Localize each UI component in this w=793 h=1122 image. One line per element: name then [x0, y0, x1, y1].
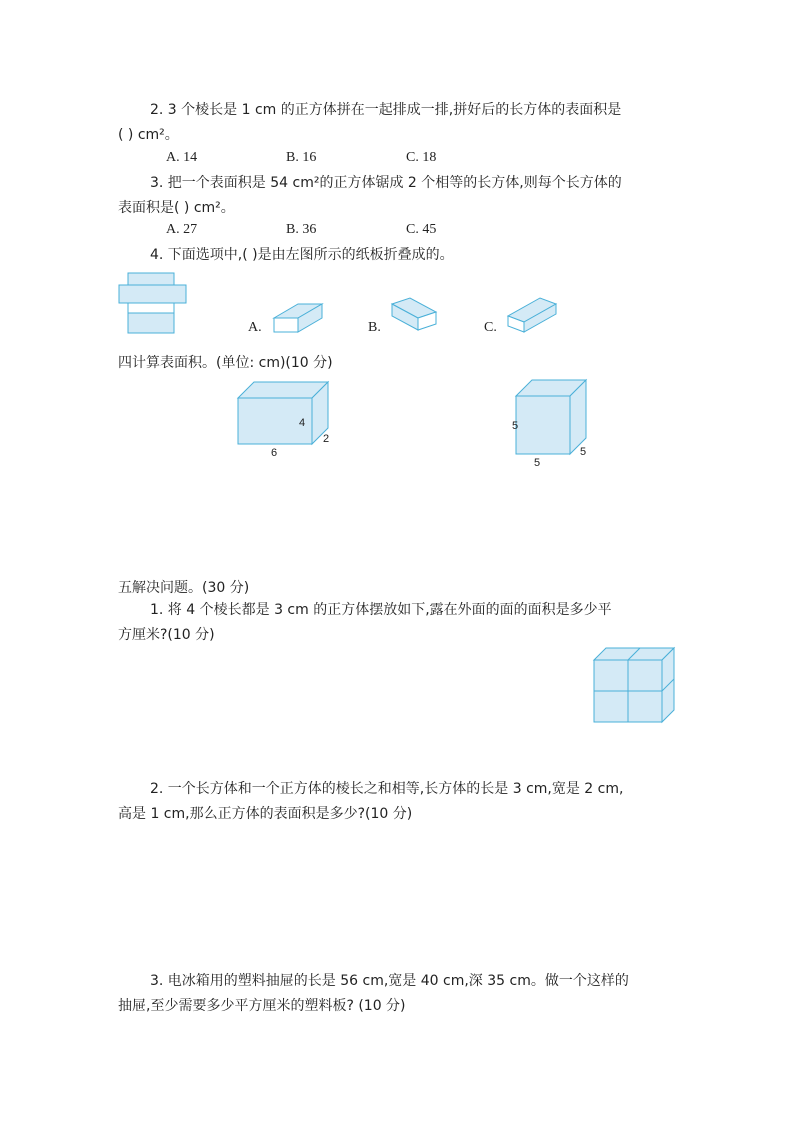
cuboid-figure [236, 380, 336, 460]
q3-line1: 3. 把一个表面积是 54 cm²的正方体锯成 2 个相等的长方体,则每个长方体的 [150, 175, 622, 191]
q2-line1: 2. 3 个棱长是 1 cm 的正方体拼在一起排成一排,拼好后的长方体的表面积是 [150, 102, 622, 118]
cube-edge-bottom-label: 5 [534, 457, 541, 469]
section4-title: 四计算表面积。(单位: cm)(10 分) [118, 355, 333, 371]
s5-q2-line1: 2. 一个长方体和一个正方体的棱长之和相等,长方体的长是 3 cm,宽是 2 cm, [150, 781, 624, 797]
q3-option-c: C. 45 [406, 222, 437, 237]
four-cubes-figure [592, 646, 676, 726]
q2-line2: ( ) cm²。 [118, 127, 179, 143]
q3-option-b: B. 36 [286, 222, 317, 237]
cuboid-length-label: 6 [271, 447, 278, 459]
cube-figure [508, 378, 598, 470]
section5-title: 五解决问题。(30 分) [118, 580, 250, 596]
s5-q3-line1: 3. 电冰箱用的塑料抽屉的长是 56 cm,宽是 40 cm,深 35 cm。做一个这样的 [150, 973, 629, 989]
q3-line2: 表面积是( ) cm²。 [118, 200, 235, 216]
s5-q3-line2: 抽屉,至少需要多少平方厘米的塑料板? (10 分) [118, 998, 406, 1014]
q4-box-c [506, 296, 560, 336]
cuboid-width-label: 2 [323, 433, 330, 445]
cube-edge-left-label: 5 [512, 420, 519, 432]
net-figure [118, 272, 188, 336]
s5-q1-line2: 方厘米?(10 分) [118, 627, 215, 643]
q2-option-a: A. 14 [166, 150, 198, 165]
s5-q2-line2: 高是 1 cm,那么正方体的表面积是多少?(10 分) [118, 806, 413, 822]
q4-line1: 4. 下面选项中,( )是由左图所示的纸板折叠成的。 [150, 247, 454, 263]
q4-box-a [272, 296, 326, 336]
q2-option-c: C. 18 [406, 150, 437, 165]
q4-option-a: A. [248, 320, 262, 335]
q4-option-b: B. [368, 320, 381, 335]
q4-box-b [390, 296, 440, 336]
q3-option-a: A. 27 [166, 222, 198, 237]
s5-q1-line1: 1. 将 4 个棱长都是 3 cm 的正方体摆放如下,露在外面的面的面积是多少平 [150, 602, 612, 618]
q2-option-b: B. 16 [286, 150, 317, 165]
cube-edge-right-label: 5 [580, 446, 587, 458]
cuboid-height-label: 4 [299, 417, 306, 429]
q4-option-c: C. [484, 320, 497, 335]
